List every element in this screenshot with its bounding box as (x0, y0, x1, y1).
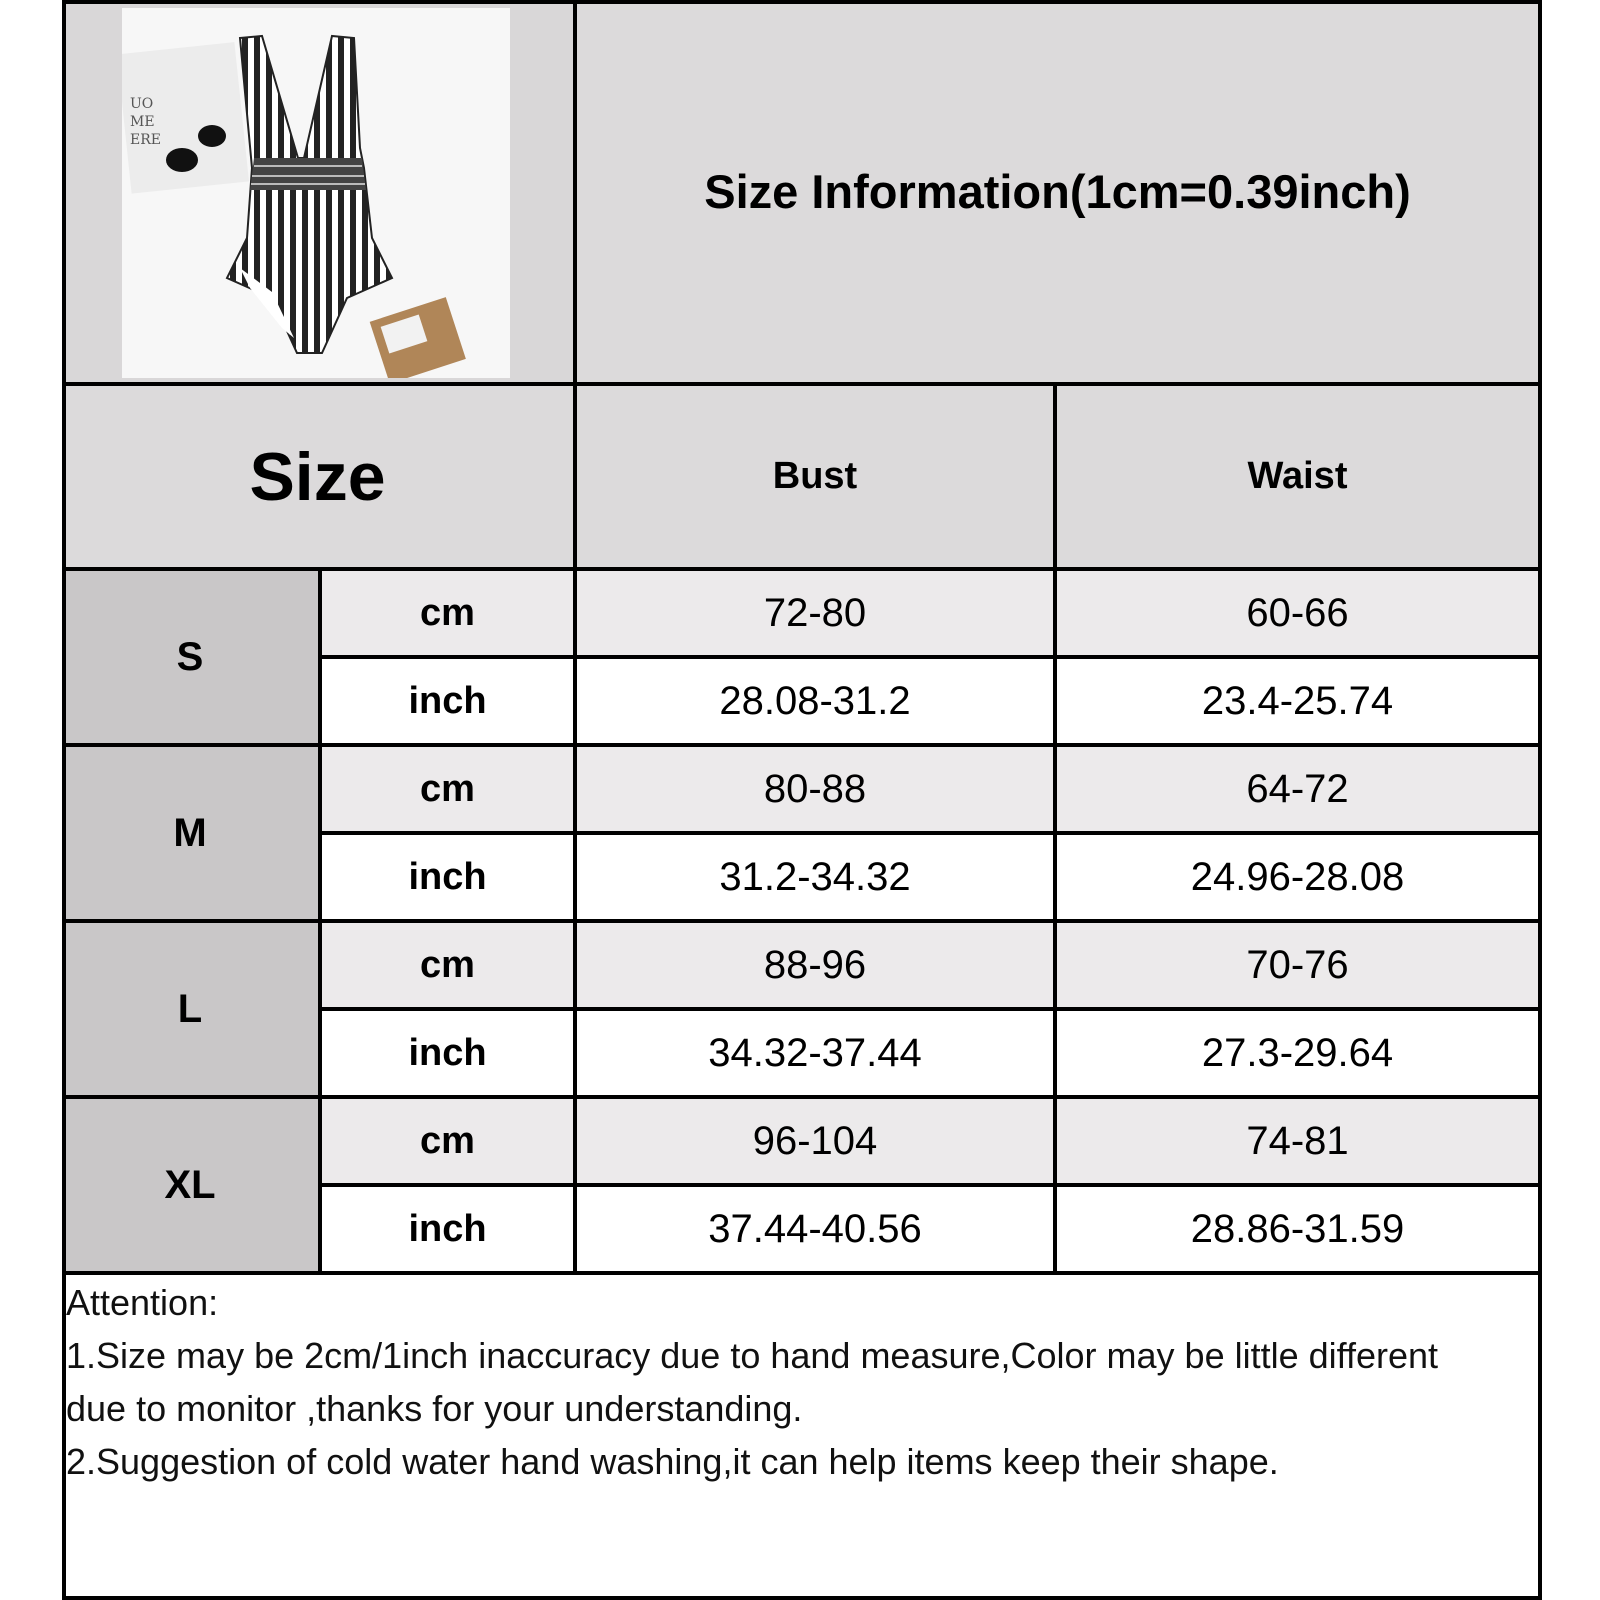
waist-value-cell (1057, 747, 1542, 835)
bust-value-cell (577, 747, 1057, 835)
bust-value-cell (577, 835, 1057, 923)
bust-value-cell (577, 1099, 1057, 1187)
attention-line-1: 1.Size may be 2cm/1inch inaccuracy due to hand measure,Color may be little different due to monitor ,thanks for your understanding. (66, 1335, 1439, 1429)
waist-header-cell (1057, 386, 1542, 571)
bust-value-cell (577, 571, 1057, 659)
bust-value: 28.08-31.2 (719, 678, 911, 723)
unit-cell (322, 747, 577, 835)
bust-value: 88-96 (763, 942, 867, 987)
swimsuit-image (122, 8, 510, 378)
waist-value: 60-66 (1246, 590, 1349, 635)
unit-label: inch (408, 679, 487, 722)
bust-header-cell (577, 386, 1057, 571)
bust-header: Bust (772, 455, 858, 497)
waist-value: 28.86-31.59 (1190, 1206, 1405, 1251)
waist-value-cell (1057, 835, 1542, 923)
product-photo-cell (62, 0, 577, 386)
size-label-cell (62, 571, 322, 747)
svg-text:ME: ME (130, 114, 155, 130)
waist-value-cell (1057, 1099, 1542, 1187)
unit-cell (322, 835, 577, 923)
waist-value: 23.4-25.74 (1201, 678, 1394, 723)
unit-label: cm (420, 943, 475, 986)
bust-value: 80-88 (763, 766, 867, 811)
bust-value-cell (577, 659, 1057, 747)
size-label-cell (62, 1099, 322, 1275)
waist-value: 70-76 (1246, 942, 1349, 987)
waist-value: 64-72 (1246, 766, 1349, 811)
bust-value: 34.32-37.44 (708, 1030, 922, 1075)
bust-value: 96-104 (752, 1118, 878, 1163)
size-label: M (173, 810, 207, 855)
unit-cell (322, 1011, 577, 1099)
unit-label: cm (420, 1119, 475, 1162)
waist-header: Waist (1247, 455, 1348, 497)
size-header: Size (249, 438, 386, 515)
size-label-cell (62, 747, 322, 923)
unit-cell (322, 923, 577, 1011)
attention-heading: Attention: (66, 1282, 219, 1323)
bust-value: 31.2-34.32 (719, 854, 911, 899)
attention-line-2: 2.Suggestion of cold water hand washing,it can help items keep their shape. (66, 1441, 1279, 1482)
size-label-cell (62, 923, 322, 1099)
attention-notes (66, 1276, 1466, 1488)
unit-cell (322, 571, 577, 659)
bust-value-cell (577, 1187, 1057, 1275)
title-cell (577, 0, 1542, 386)
svg-text:UO: UO (130, 96, 154, 112)
bust-value-cell (577, 923, 1057, 1011)
unit-label: inch (408, 1207, 487, 1250)
waist-value-cell (1057, 1187, 1542, 1275)
waist-value-cell (1057, 571, 1542, 659)
waist-value-cell (1057, 659, 1542, 747)
unit-cell (322, 1099, 577, 1187)
bust-value-cell (577, 1011, 1057, 1099)
bust-value: 37.44-40.56 (708, 1206, 922, 1251)
unit-label: cm (420, 591, 475, 634)
unit-cell (322, 659, 577, 747)
size-label: L (177, 986, 203, 1031)
size-label: S (176, 634, 204, 679)
waist-value: 74-81 (1246, 1118, 1349, 1163)
unit-cell (322, 1187, 577, 1275)
bust-value: 72-80 (763, 590, 867, 635)
waist-value: 24.96-28.08 (1190, 854, 1405, 899)
unit-label: inch (408, 1031, 487, 1074)
size-header-cell (62, 386, 577, 571)
page-title: Size Information(1cm=0.39inch) (704, 164, 1411, 218)
unit-label: cm (420, 767, 475, 810)
unit-label: inch (408, 855, 487, 898)
svg-text:ERE: ERE (130, 132, 161, 148)
waist-value: 27.3-29.64 (1201, 1030, 1394, 1075)
waist-value-cell (1057, 923, 1542, 1011)
waist-value-cell (1057, 1011, 1542, 1099)
size-label: XL (164, 1162, 216, 1207)
